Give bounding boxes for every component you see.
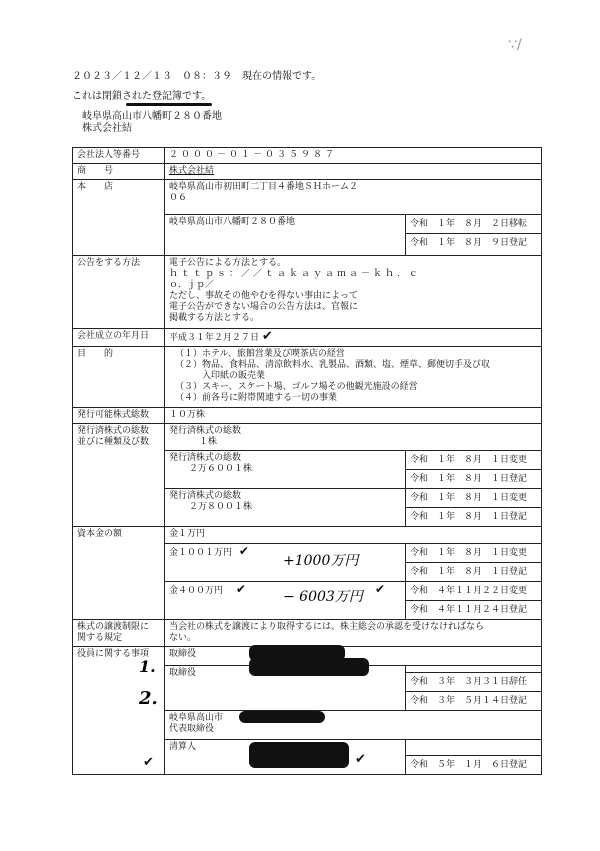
issued-1-line2: １株	[199, 437, 218, 447]
officer-1-title: 取締役	[169, 649, 197, 659]
date-line: 令和 １年 ８月 １日変更	[406, 451, 541, 470]
row-established	[73, 329, 542, 347]
row-issued-1	[73, 424, 542, 451]
value-notice	[165, 256, 542, 329]
check-mark-icon: ✔	[375, 582, 386, 596]
issued-1-line1: 発行済株式の総数	[169, 426, 242, 436]
row-corp-no	[73, 148, 542, 164]
closed-notice-text: これは閉鎖された登記簿です。	[72, 91, 212, 102]
header-company: 株式会社結	[82, 123, 132, 134]
redaction	[239, 711, 325, 723]
transfer-line: 当会社の株式を譲渡により取得するには、株主総会の承認を受けなければなら	[169, 622, 485, 632]
issued-3-dates	[405, 489, 541, 527]
row-purpose	[73, 347, 542, 408]
capital-2-dates	[405, 544, 541, 582]
label-established: 会社成立の年月日	[73, 329, 165, 347]
date-line: 令和 １年 ８月 １日登記	[409, 512, 527, 522]
purpose-line: （４）前各号に附帯関連する一切の事業	[175, 393, 338, 403]
officer-4-title: 清算人	[169, 742, 197, 752]
purpose-line: 入印紙の販売業	[175, 371, 266, 381]
label-notice: 公告をする方法	[73, 256, 165, 329]
date-line: 令和 １年 ８月 １日登記	[409, 474, 527, 484]
date-line: 令和 １年 ８月 ９日登記	[409, 238, 527, 248]
officer-3-line2: 代表取締役	[169, 724, 215, 734]
purpose-line: （１）ホテル、旅館営業及び喫茶店の経営	[175, 349, 345, 359]
notice-line: ただし、事故その他やむを得ない事由によって	[169, 291, 359, 301]
issued-entry-1	[165, 424, 542, 451]
label-authorized: 発行可能株式総数	[73, 408, 165, 424]
date-line: 令和 １年 ８月 １日登記	[409, 567, 527, 577]
issued-2-line2: ２万６００１株	[189, 464, 253, 474]
capital-2-value: 金１００１万円	[169, 548, 233, 558]
officer-entry-4	[165, 740, 406, 775]
handwritten-note-plus: +1000万円	[283, 553, 359, 569]
capital-entry-2	[165, 544, 406, 582]
label-purpose: 目 的	[73, 347, 165, 408]
purpose-line: （３）スキー、スケート場、ゴルフ場その他観光施設の経営	[175, 382, 418, 392]
timestamp-line: ２０２３／１２／１３ ０８：３９ 現在の情報です。	[72, 71, 322, 82]
transfer-line: ない。	[169, 633, 197, 643]
handwritten-number-2: 2.	[139, 688, 158, 709]
date-line: 令和 ４年１１月２４日登記	[409, 605, 527, 615]
scribble-mark: ∵/	[508, 37, 522, 53]
head-office-entry-2: 岐阜県高山市八幡町２８０番地	[165, 215, 406, 256]
header-address: 岐阜県高山市八幡町２８０番地	[82, 111, 222, 122]
check-mark-icon: ✔	[235, 582, 246, 596]
value-purpose	[165, 347, 542, 408]
label-issued: 発行済株式の総数 並びに種類及び数	[73, 424, 165, 527]
officer-4-dates	[405, 740, 541, 775]
value-authorized: １０万株	[165, 408, 542, 424]
handwritten-underline	[126, 103, 212, 106]
value-established	[165, 329, 542, 347]
issued-3-line1: 発行済株式の総数	[169, 491, 242, 501]
officer-2-dates	[405, 666, 541, 711]
label-trade-name: 商 号	[73, 164, 165, 180]
date-line: 令和 １年 ８月 １日変更	[406, 489, 541, 508]
label-head-office: 本 店	[73, 180, 165, 256]
row-notice	[73, 256, 542, 329]
date-line: 令和 １年 ８月 ２日移転	[406, 215, 541, 234]
issued-entry-2	[165, 451, 406, 489]
date-line: 令和 １年 ８月 １日変更	[406, 544, 541, 563]
row-capital-1	[73, 527, 542, 544]
capital-3-dates	[405, 582, 541, 620]
notice-line: ｏ．ｊｐ／	[169, 280, 215, 290]
officers-label-text: 役員に関する事項	[77, 649, 150, 659]
check-mark-icon: ✔	[355, 752, 366, 767]
row-trade-name	[73, 164, 542, 180]
row-transfer	[73, 620, 542, 647]
notice-line: 電子公告による方法とする。	[169, 258, 287, 268]
handwritten-number-1: 1.	[139, 657, 156, 676]
officer-2-title: 取締役	[169, 668, 197, 678]
purpose-line: （２）物品、食料品、清涼飲料水、乳製品、酒類、塩、煙草、郵便切手及び収	[175, 360, 491, 370]
check-mark-icon: ✔	[238, 544, 249, 558]
check-mark-icon: ✔	[143, 755, 154, 770]
value-transfer	[165, 620, 542, 647]
label-capital: 資本金の額	[73, 527, 165, 620]
row-authorized	[73, 408, 542, 424]
date-line: 令和 ３年 ５月１４日登記	[409, 696, 527, 706]
closed-notice	[72, 91, 211, 102]
redaction	[249, 658, 369, 676]
head-office-entry-1	[165, 180, 542, 215]
issued-entry-3	[165, 489, 406, 527]
issued-3-line2: ２万８００１株	[189, 502, 253, 512]
capital-3-value: 金４００万円	[169, 586, 224, 596]
head-office-dates	[405, 215, 541, 256]
handwritten-note-minus: − 6003万円	[283, 589, 363, 605]
head-office-1-line2: ０６	[169, 193, 188, 203]
label-officers	[73, 647, 165, 775]
issued-2-dates	[405, 451, 541, 489]
capital-entry-1: 金１万円	[165, 527, 542, 544]
check-mark-icon: ✔	[261, 329, 273, 344]
date-line: 令和 ５年 １月 ６日登記	[406, 755, 541, 774]
notice-line: 掲載する方法とする。	[169, 313, 260, 323]
officer-entry-2	[165, 666, 406, 711]
officer-entry-3	[165, 711, 542, 740]
date-line: 令和 ３年 ３月３１日辞任	[406, 672, 541, 692]
established-text: 平成３１年２月２７日	[169, 333, 260, 343]
head-office-1-line1: 岐阜県高山市初田町二丁目４番地ＳＨホーム２	[169, 182, 359, 192]
value-corp-no: ２０００－０１－０３５９８７	[165, 148, 542, 164]
date-line: 令和 ４年１１月２２日変更	[406, 582, 541, 601]
capital-entry-3	[165, 582, 406, 620]
label-corp-no: 会社法人等番号	[73, 148, 165, 164]
trade-name-text: 株式会社結	[169, 166, 215, 176]
issued-2-line1: 発行済株式の総数	[169, 453, 242, 463]
row-head-office-1	[73, 180, 542, 215]
notice-line: ｈｔｔｐｓ：／／ｔａｋａｙａｍａ－ｋｈ．ｃ	[169, 269, 422, 279]
redaction	[249, 742, 349, 768]
registry-table	[72, 147, 542, 775]
notice-line: 電子公告ができない場合の公告方法は、官報に	[169, 302, 359, 312]
value-trade-name	[165, 164, 542, 180]
label-transfer: 株式の譲渡制限に 関する規定	[73, 620, 165, 647]
officer-3-line1: 岐阜県高山市	[169, 713, 224, 723]
